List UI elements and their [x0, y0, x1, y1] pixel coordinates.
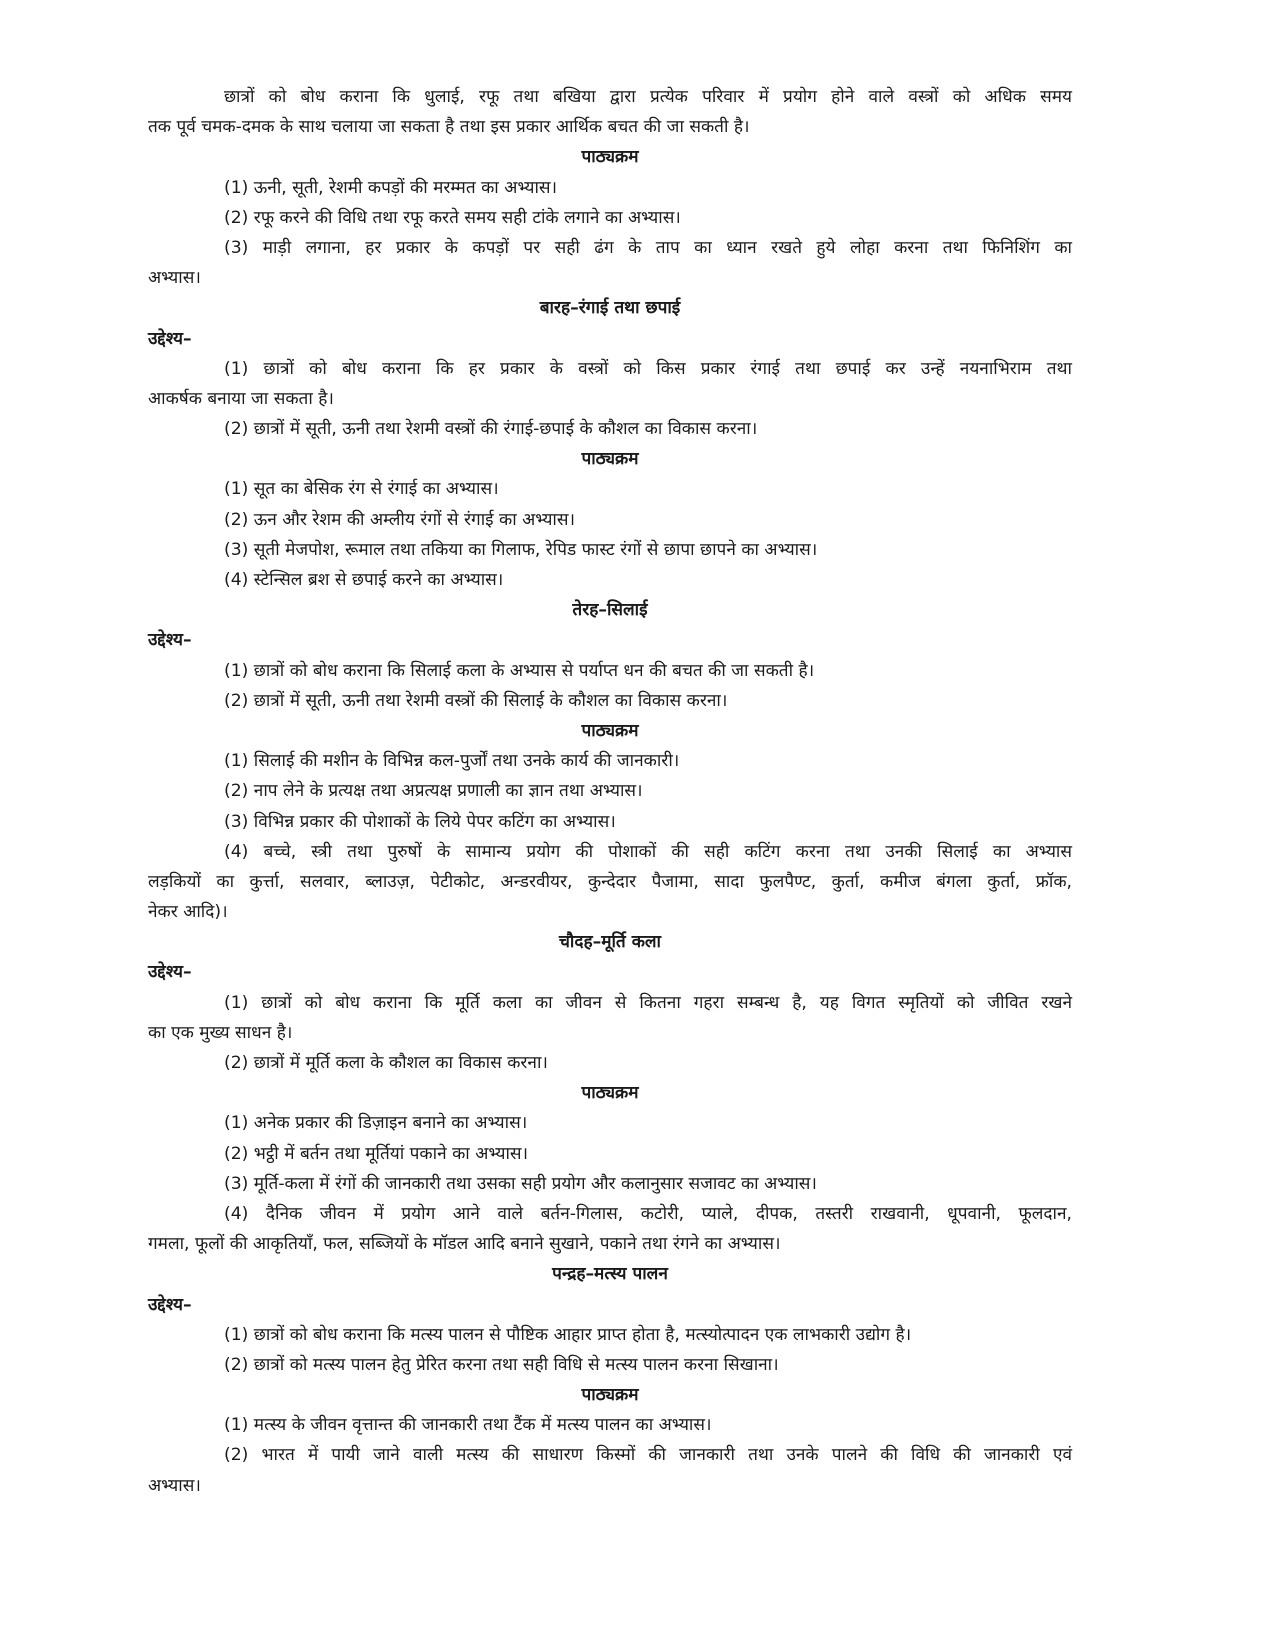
section-13-objective-label: उद्देश्य– — [148, 630, 192, 651]
section-13-item-4b: लड़कियों का कुर्त्ता, सलवार, ब्लाउज़, पेटीकोट, अन्डरवीयर, कुन्देदार पैजामा, सादा फुलपैण्ट, कुर्ता, कमीज बंगला कुर्ता, फ्रॉक, — [148, 871, 1072, 892]
intro-item-3: (3) माड़ी लगाना, हर प्रकार के कपड़ों पर सही ढंग के ताप का ध्यान रखते हुये लोहा करना तथा फिनिशिंग का — [224, 237, 1072, 258]
intro-item-3-cont: अभ्यास। — [148, 268, 201, 289]
section-12-item-3: (3) सूती मेजपोश, रूमाल तथा तकिया का गिलाफ, रेपिड फास्ट रंगों से छापा छापने का अभ्यास। — [224, 539, 818, 560]
section-15-objective-label: उद्देश्य– — [148, 1294, 192, 1315]
section-15-item-2b: अभ्यास। — [148, 1475, 201, 1496]
section-14-item-3: (3) मूर्ति-कला में रंगों की जानकारी तथा उसका सही प्रयोग और कलानुसार सजावट का अभ्यास। — [224, 1173, 817, 1194]
intro-item-2: (2) रफू करने की विधि तथा रफू करते समय सही टांके लगाने का अभ्यास। — [224, 207, 681, 228]
section-12-item-1: (1) सूत का बेसिक रंग से रंगाई का अभ्यास। — [224, 479, 499, 500]
intro-line-2: तक पूर्व चमक-दमक के साथ चलाया जा सकता है तथा इस प्रकार आर्थिक बचत की जा सकती है। — [148, 117, 750, 138]
section-13-title: तेरह–सिलाई — [572, 600, 648, 621]
section-15-objective-1: (1) छात्रों को बोध कराना कि मत्स्य पालन से पौष्टिक आहार प्राप्त होता है, मत्स्योत्पादन एक लाभकारी उद्योग है। — [224, 1324, 912, 1345]
section-14-item-4a: (4) दैनिक जीवन में प्रयोग आने वाले बर्तन-गिलास, कटोरी, प्याले, दीपक, तस्तरी राखवानी, धूपवानी, फूलदान, — [224, 1203, 1072, 1224]
section-12-syllabus-heading: पाठ्यक्रम — [581, 449, 639, 470]
section-14-objective-1b: का एक मुख्य साधन है। — [148, 1022, 293, 1043]
section-12-title: बारह–रंगाई तथा छपाई — [539, 298, 681, 319]
section-14-objective-1a: (1) छात्रों को बोध कराना कि मूर्ति कला का जीवन से कितना गहरा सम्बन्ध है, यह विगत स्मृतियों को जीवित रखने — [224, 992, 1072, 1013]
section-12-objective-1b: आकर्षक बनाया जा सकता है। — [148, 388, 334, 409]
section-13-item-3: (3) विभिन्न प्रकार की पोशाकों के लिये पेपर कटिंग का अभ्यास। — [224, 811, 616, 832]
section-15-item-2a: (2) भारत में पायी जाने वाली मत्स्य की साधारण किस्मों की जानकारी तथा उनके पालने की विधि की जानकारी एवं — [224, 1445, 1072, 1466]
intro-item-1: (1) ऊनी, सूती, रेशमी कपड़ों की मरम्मत का अभ्यास। — [224, 177, 558, 198]
section-14-syllabus-heading: पाठ्यक्रम — [581, 1083, 639, 1104]
section-15-syllabus-heading: पाठ्यक्रम — [581, 1385, 639, 1406]
section-13-item-4a: (4) बच्चे, स्त्री तथा पुरुषों के सामान्य प्रयोग की पोशाकों की सही कटिंग करना तथा उनकी सिलाई का अभ्यास — [224, 841, 1072, 862]
section-15-objective-2: (2) छात्रों को मत्स्य पालन हेतु प्रेरित करना तथा सही विधि से मत्स्य पालन करना सिखाना। — [224, 1354, 779, 1375]
section-14-item-4b: गमला, फूलों की आकृतियाँ, फल, सब्जियों के मॉडल आदि बनाने सुखाने, पकाने तथा रंगने का अभ्यास। — [148, 1234, 781, 1255]
section-12-item-4: (4) स्टेन्सिल ब्रश से छपाई करने का अभ्यास। — [224, 570, 504, 590]
section-13-objective-1: (1) छात्रों को बोध कराना कि सिलाई कला के अभ्यास से पर्याप्त धन की बचत की जा सकती है। — [224, 660, 815, 681]
section-14-item-2: (2) भट्ठी में बर्तन तथा मूर्तियां पकाने का अभ्यास। — [224, 1143, 529, 1164]
section-13-syllabus-heading: पाठ्यक्रम — [581, 720, 639, 741]
section-12-objective-label: उद्देश्य– — [148, 328, 192, 349]
section-15-title: पन्द्रह–मत्स्य पालन — [552, 1264, 668, 1285]
section-13-item-4c: नेकर आदि)। — [148, 902, 228, 923]
document-page — [148, 82, 1072, 1501]
section-13-objective-2: (2) छात्रों में सूती, ऊनी तथा रेशमी वस्त्रों की सिलाई के कौशल का विकास करना। — [224, 690, 728, 711]
intro-line-1: छात्रों को बोध कराना कि धुलाई, रफू तथा बखिया द्वारा प्रत्येक परिवार में प्रयोग होने वाले वस्त्रों को अधिक समय — [224, 87, 1072, 107]
section-12-item-2: (2) ऊन और रेशम की अम्लीय रंगों से रंगाई का अभ्यास। — [224, 509, 576, 530]
intro-syllabus-heading: पाठ्यक्रम — [581, 147, 639, 168]
section-14-title: चौदह–मूर्ति कला — [558, 932, 662, 953]
section-13-item-1: (1) सिलाई की मशीन के विभिन्न कल-पुर्जों तथा उनके कार्य की जानकारी। — [224, 751, 680, 772]
section-14-objective-2: (2) छात्रों में मूर्ति कला के कौशल का विकास करना। — [224, 1053, 548, 1073]
section-14-objective-label: उद्देश्य– — [148, 962, 192, 983]
section-13-item-2: (2) नाप लेने के प्रत्यक्ष तथा अप्रत्यक्ष प्रणाली का ज्ञान तथा अभ्यास। — [224, 781, 643, 802]
section-15-item-1: (1) मत्स्य के जीवन वृत्तान्त की जानकारी तथा टैंक में मत्स्य पालन का अभ्यास। — [224, 1415, 712, 1436]
section-12-objective-2: (2) छात्रों में सूती, ऊनी तथा रेशमी वस्त्रों की रंगाई-छपाई के कौशल का विकास करना। — [224, 419, 758, 440]
section-12-objective-1a: (1) छात्रों को बोध कराना कि हर प्रकार के वस्त्रों को किस प्रकार रंगाई तथा छपाई कर उन्हें नयनाभिराम तथा — [224, 358, 1072, 379]
section-14-item-1: (1) अनेक प्रकार की डिज़ाइन बनाने का अभ्यास। — [224, 1113, 528, 1134]
